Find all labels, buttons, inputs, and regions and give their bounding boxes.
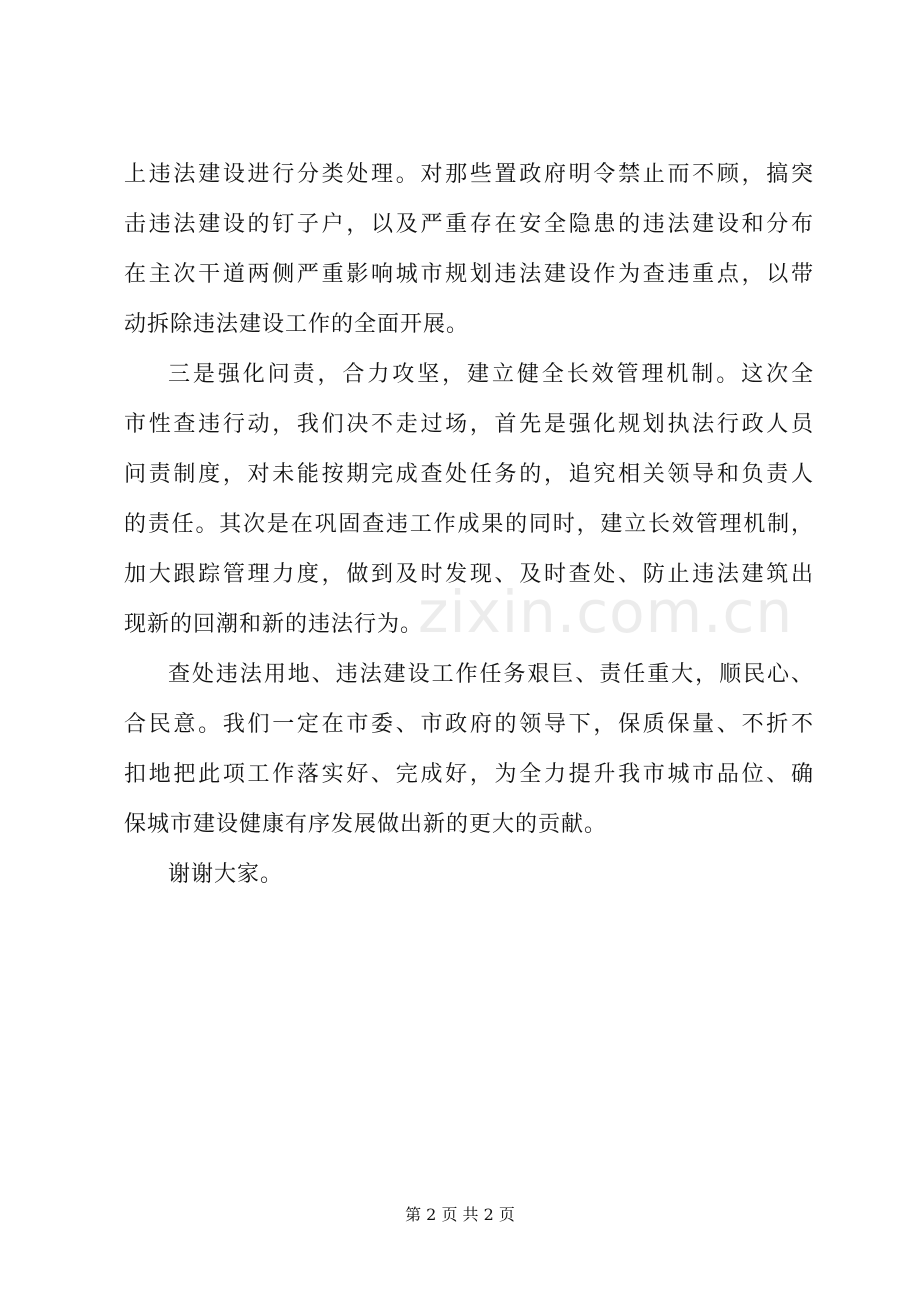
text-line-6: 市性查违行动，我们决不走过场，首先是强化规划执法行政人员 [124, 412, 814, 437]
text-line-4: 动拆除违法建设工作的全面开展。 [124, 312, 470, 337]
text-line-2: 击违法建设的钉子户，以及严重存在安全隐患的违法建设和分布 [124, 212, 814, 237]
page-footer: 第 2 页 共 2 页 [405, 1205, 515, 1224]
watermark: zixin.com.cn [418, 578, 794, 646]
text-line-3: 在主次干道两侧严重影响城市规划违法建设作为查违重点，以带 [124, 262, 814, 287]
text-line-8: 的责任。其次是在巩固查违工作成果的同时，建立长效管理机制， [124, 512, 814, 537]
text-line-13: 扣地把此项工作落实好、完成好，为全力提升我市城市品位、确 [124, 762, 814, 787]
text-line-7: 问责制度，对未能按期完成查处任务的，追究相关领导和负责人 [124, 462, 814, 487]
text-line-5: 三是强化问责，合力攻坚，建立健全长效管理机制。这次全 [168, 362, 814, 387]
text-line-15: 谢谢大家。 [168, 862, 284, 887]
text-line-14: 保城市建设健康有序发展做出新的更大的贡献。 [124, 812, 608, 837]
text-line-12: 合民意。我们一定在市委、市政府的领导下，保质保量、不折不 [124, 712, 814, 737]
text-line-1: 上违法建设进行分类处理。对那些置政府明令禁止而不顾，搞突 [124, 162, 814, 187]
document-body [124, 150, 814, 900]
text-line-11: 查处违法用地、违法建设工作任务艰巨、责任重大，顺民心、 [168, 662, 814, 687]
text-line-9: 加大跟踪管理力度，做到及时发现、及时查处、防止违法建筑出 [124, 562, 814, 587]
text-line-10: 现新的回潮和新的违法行为。 [124, 612, 424, 637]
